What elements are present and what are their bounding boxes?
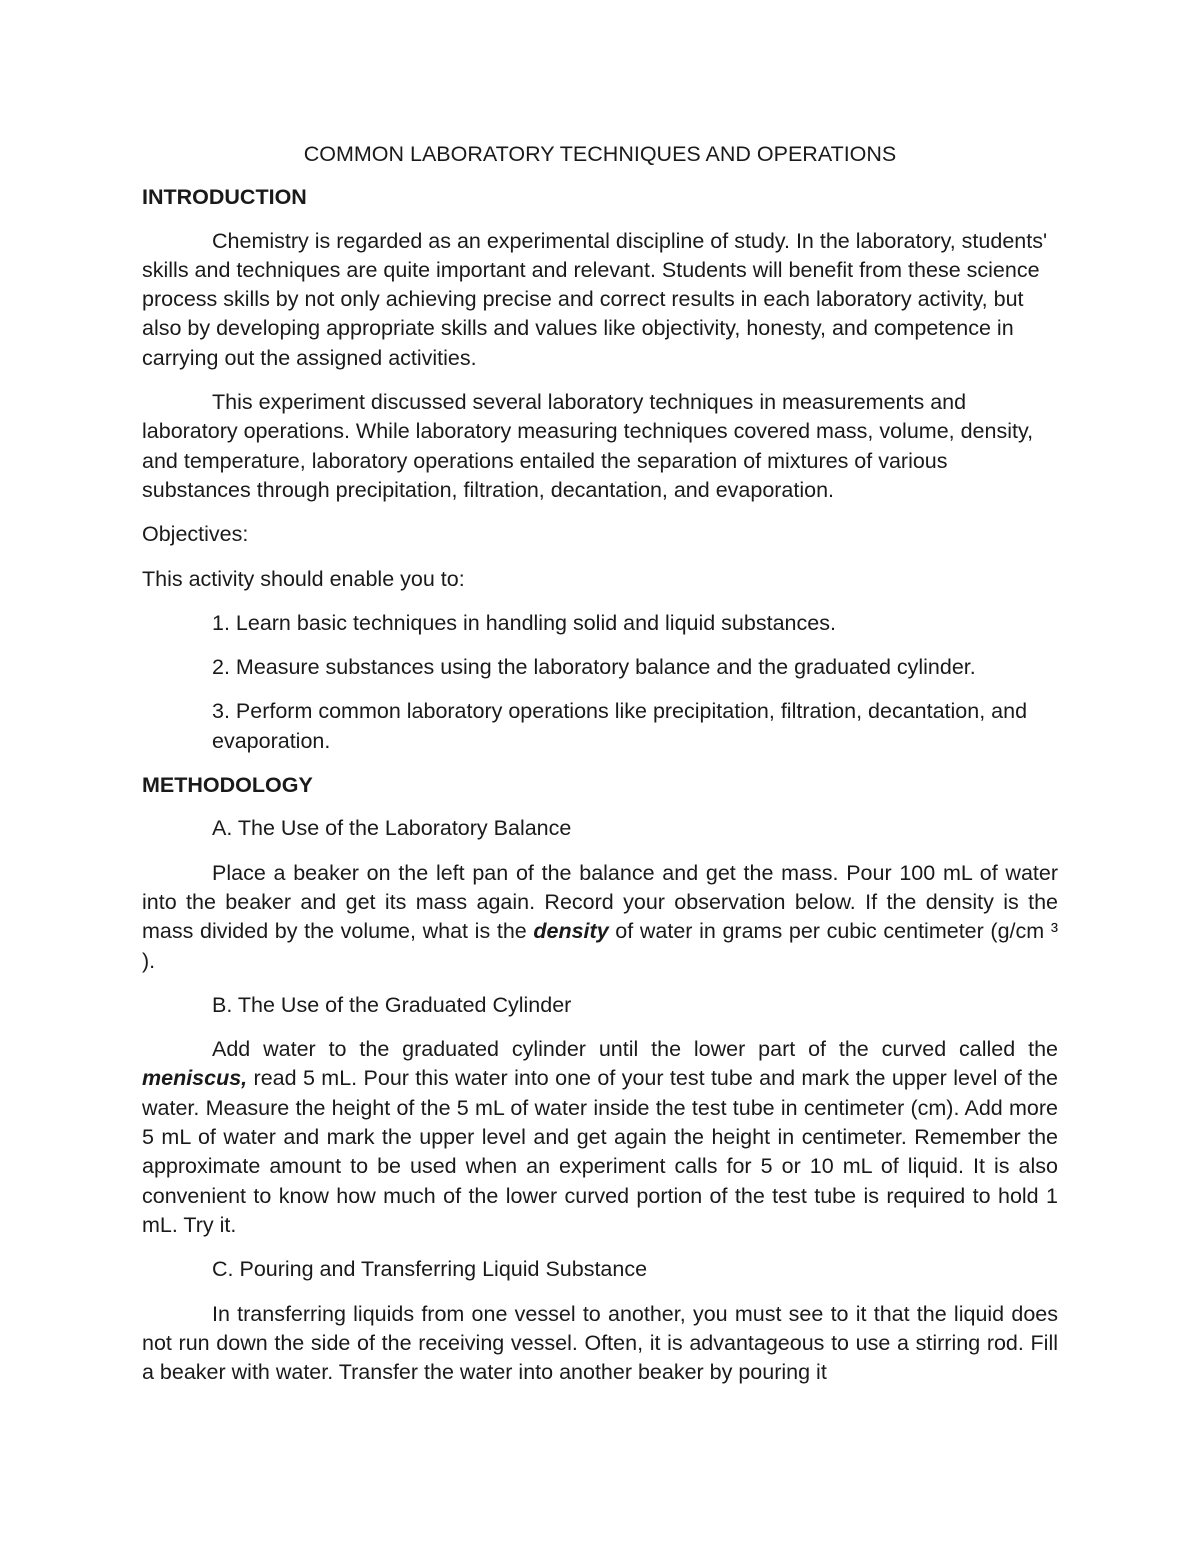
objective-item-1: 1. Learn basic techniques in handling solid and liquid substances. (212, 610, 836, 635)
objectives-label: Objectives: (142, 522, 249, 547)
introduction-heading: INTRODUCTION (142, 185, 307, 210)
section-b-text-before: Add water to the graduated cylinder until the lower part of the curved called the (212, 1037, 1058, 1062)
methodology-heading: METHODOLOGY (142, 773, 313, 798)
section-b-paragraph (142, 1035, 1058, 1240)
section-a-text-before: Place a beaker on the left pan of the balance and get the mass. Pour 100 mL of water into the beaker and get its mass again. Record your observation below. If the density is the mass divided by the volume, what is the (142, 860, 1058, 944)
introduction-paragraph-1: Chemistry is regarded as an experimental discipline of study. In the laboratory, students' skills and techniques are quite important and relevant. Students will benefit from these science process skills by not only achieving precise and correct results in each laboratory activity, but also by developing appropriate skills and values like objectivity, honesty, and competence in carrying out the assigned activities. (142, 228, 1048, 370)
section-a-title: A. The Use of the Laboratory Balance (212, 816, 572, 841)
objective-item-3: 3. Perform common laboratory operations like precipitation, filtration, decantation, and evaporation. (212, 699, 1028, 753)
objective-item-2: 2. Measure substances using the laboratory balance and the graduated cylinder. (212, 655, 976, 680)
section-b-title: B. The Use of the Graduated Cylinder (212, 992, 572, 1017)
section-c-title: C. Pouring and Transferring Liquid Substance (212, 1257, 648, 1282)
section-b-text-after: read 5 mL. Pour this water into one of your test tube and mark the upper level of the water. Measure the height of the 5 mL of water inside the test tube in centimeter (cm). Add more 5 mL of water and mark the upper level and get again the height in centimeter. Remember the approximate amount to be used when an experiment calls for 5 or 10 mL of liquid. It is also convenient to know how much of the lower curved portion of the test tube is required to hold 1 mL. Try it. (142, 1066, 1058, 1237)
document-page (142, 140, 1058, 1402)
section-a-text-after: of water in grams per cubic centimeter (g/cm ³ ). (142, 919, 1058, 973)
meniscus-term: meniscus, (142, 1066, 248, 1091)
introduction-paragraph-2: This experiment discussed several laboratory techniques in measurements and laboratory operations. While laboratory measuring techniques covered mass, volume, density, and temperature, laboratory operations entailed the separation of mixtures of various substances through precipitation, filtration, decantation, and evaporation. (142, 390, 1034, 502)
document-title: COMMON LABORATORY TECHNIQUES AND OPERATIONS (303, 142, 897, 166)
density-term: density (533, 919, 609, 944)
section-a-paragraph (142, 859, 1058, 976)
section-c-paragraph: In transferring liquids from one vessel to another, you must see to it that the liquid does not run down the side of the receiving vessel. Often, it is advantageous to use a stirring rod. Fill a beaker with water. Transfer the water into another beaker by pouring it (142, 1301, 1058, 1385)
objectives-lead: This activity should enable you to: (142, 566, 465, 591)
